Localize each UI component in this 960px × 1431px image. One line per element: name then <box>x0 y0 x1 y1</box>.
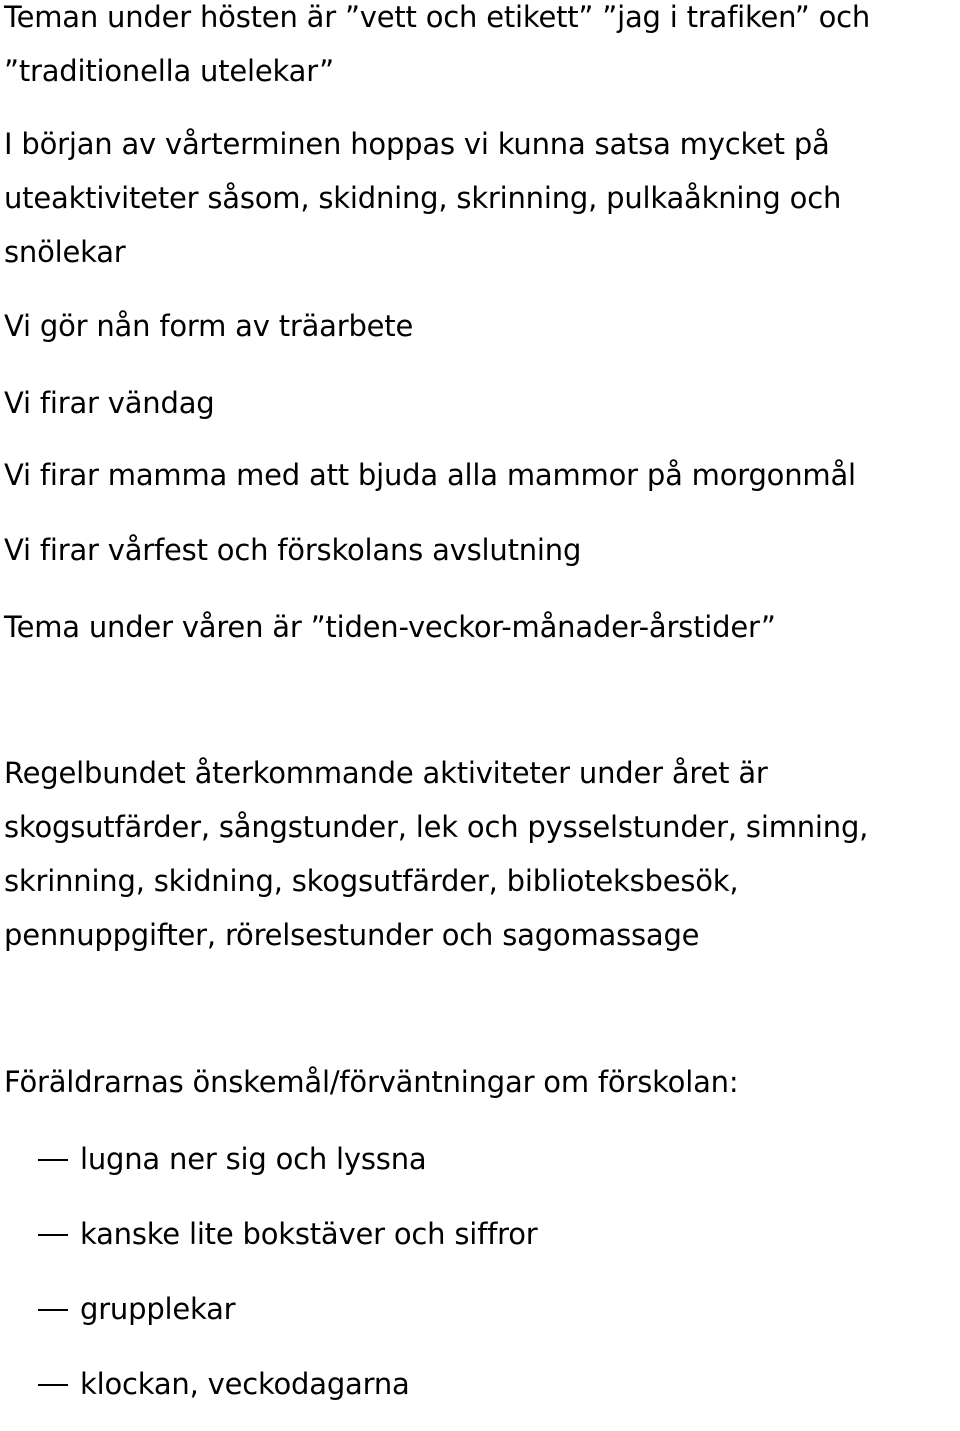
dash-bullet-icon <box>38 1159 68 1161</box>
list-item-text: grupplekar <box>80 1292 236 1326</box>
dash-bullet-icon <box>38 1234 68 1236</box>
list-item-text: lugna ner sig och lyssna <box>80 1142 427 1176</box>
dash-bullet-icon <box>38 1309 68 1311</box>
paragraph-valentines: Vi firar vändag <box>4 386 215 420</box>
paragraph-recurring-activities: Regelbundet återkommande aktiviteter under året är skogsutfärder, sångstunder, lek och pysselstunder, simning, skrinning, skidning, skogsutfärder, biblioteksbesök, pennuppgifter, rörelsestunder och sagomassage <box>4 756 869 952</box>
paragraph-parents-wishes-heading: Föräldrarnas önskemål/förväntningar om förskolan: <box>4 1065 739 1099</box>
paragraph-autumn-themes: Teman under hösten är ”vett och etikett” ”jag i trafiken” och ”traditionella utelekar” <box>4 0 871 88</box>
paragraph-spring-party: Vi firar vårfest och förskolans avslutning <box>4 533 582 567</box>
paragraph-woodwork: Vi gör nån form av träarbete <box>4 309 414 343</box>
paragraph-mothers-day: Vi firar mamma med att bjuda alla mammor på morgonmål <box>4 458 856 492</box>
paragraph-spring-theme: Tema under våren är ”tiden-veckor-månader-årstider” <box>4 610 776 644</box>
list-item-text: klockan, veckodagarna <box>80 1367 410 1401</box>
paragraph-spring-outdoor: I början av vårterminen hoppas vi kunna satsa mycket på uteaktiviteter såsom, skidning, skrinning, pulkaåkning och snölekar <box>4 127 842 269</box>
list-item-text: kanske lite bokstäver och siffror <box>80 1217 538 1251</box>
dash-bullet-icon <box>38 1384 68 1386</box>
